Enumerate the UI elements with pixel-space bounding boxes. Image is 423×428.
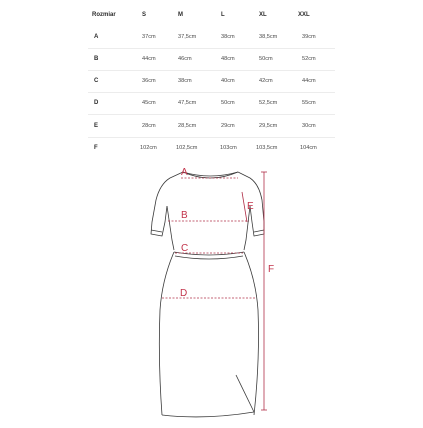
cell-e-xl: 29,5cm — [259, 123, 278, 129]
cell-a-xxl: 39cm — [302, 34, 316, 40]
cell-d-l: 50cm — [221, 100, 235, 106]
row-label-a: A — [94, 34, 99, 40]
cell-e-xxl: 30cm — [302, 123, 316, 129]
diagram-label-d: D — [180, 288, 188, 299]
row-divider — [88, 70, 335, 71]
diagram-label-e: E — [247, 201, 254, 212]
size-header-l: L — [221, 12, 225, 18]
waist-seam-lower — [175, 256, 243, 259]
cell-b-s: 44cm — [142, 56, 156, 62]
cell-d-s: 45cm — [142, 100, 156, 106]
cell-e-m: 28,5cm — [178, 123, 197, 129]
size-header-s: S — [142, 12, 147, 18]
right-skirt — [244, 252, 259, 415]
cell-b-xxl: 52cm — [302, 56, 316, 62]
cell-d-m: 47,5cm — [178, 100, 197, 106]
cell-a-xl: 38,5cm — [259, 34, 278, 40]
left-bodice — [167, 206, 174, 250]
right-cuff — [254, 230, 264, 232]
diagram-label-b: B — [181, 210, 188, 221]
left-skirt — [159, 252, 174, 415]
row-divider — [88, 92, 335, 93]
cell-a-s: 37cm — [142, 34, 156, 40]
row-label-f: F — [94, 145, 98, 151]
cell-c-xxl: 44cm — [302, 78, 316, 84]
size-table — [0, 0, 423, 160]
slit — [236, 375, 254, 412]
cell-d-xxl: 55cm — [302, 100, 316, 106]
hem — [162, 412, 254, 417]
cell-c-s: 36cm — [142, 78, 156, 84]
size-header-label: Rozmiar — [92, 12, 116, 18]
cell-a-l: 38cm — [221, 34, 235, 40]
cell-f-s: 102cm — [140, 145, 157, 151]
neckline — [183, 172, 238, 178]
cell-f-m: 102,5cm — [176, 145, 198, 151]
diagram-label-f: F — [268, 264, 275, 275]
cell-d-xl: 52,5cm — [259, 100, 278, 106]
cell-c-xl: 42cm — [259, 78, 273, 84]
cell-f-xxl: 104cm — [300, 145, 317, 151]
cell-c-l: 40cm — [221, 78, 235, 84]
row-label-e: E — [94, 123, 99, 129]
cell-c-m: 38cm — [178, 78, 192, 84]
row-label-b: B — [94, 56, 99, 62]
cell-b-l: 48cm — [221, 56, 235, 62]
row-divider — [88, 48, 335, 49]
cell-f-xl: 103,5cm — [256, 145, 278, 151]
dress-diagram — [0, 160, 423, 423]
diagram-label-a: A — [181, 167, 188, 178]
cell-b-m: 46cm — [178, 56, 192, 62]
diagram-label-c: C — [181, 243, 189, 254]
row-divider — [88, 114, 335, 115]
cell-e-s: 28cm — [142, 123, 156, 129]
cell-a-m: 37,5cm — [178, 34, 197, 40]
row-label-c: C — [94, 78, 99, 84]
right-bodice — [244, 206, 250, 250]
size-header-xl: XL — [259, 12, 267, 18]
left-sleeve — [151, 172, 183, 236]
size-header-xxl: XXL — [298, 12, 310, 18]
row-divider — [88, 137, 335, 138]
cell-e-l: 29cm — [221, 123, 235, 129]
cell-b-xl: 50cm — [259, 56, 273, 62]
row-label-d: D — [94, 100, 99, 106]
dress-outline-svg — [0, 160, 423, 423]
left-cuff — [151, 230, 162, 232]
size-header-m: M — [178, 12, 183, 18]
cell-f-l: 103cm — [220, 145, 237, 151]
